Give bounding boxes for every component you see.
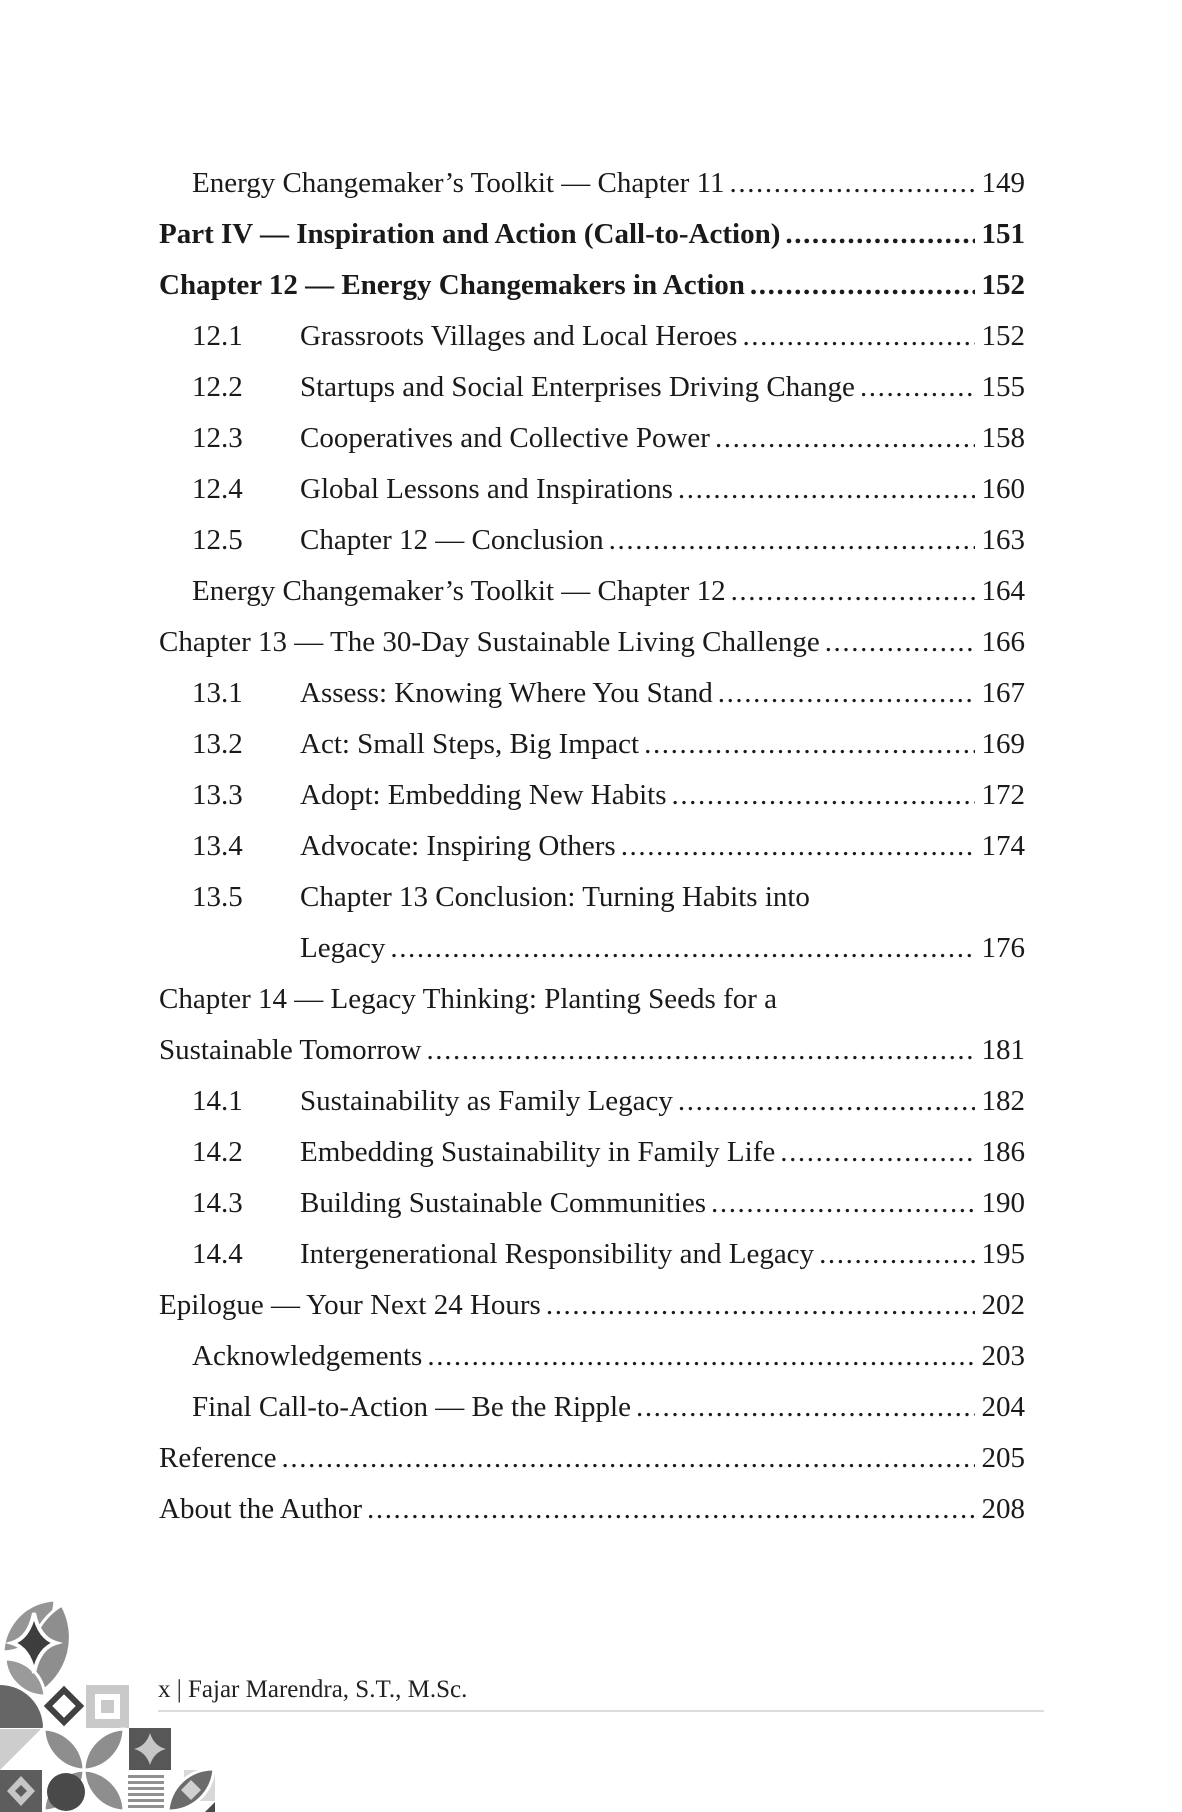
- toc-entry-body: [159, 668, 1025, 719]
- toc-entry-continuation-line: Chapter 14 — Legacy Thinking: Planting Seeds for a: [159, 983, 778, 1015]
- toc-entry-dot-leader: [750, 260, 975, 311]
- toc-entry-title: Legacy: [300, 932, 386, 964]
- toc-entry-lastline: [159, 1025, 1025, 1076]
- toc-entry-body: [159, 1280, 1025, 1331]
- toc-entry-lastline: [159, 617, 1025, 668]
- toc-entry-title: Chapter 12 — Energy Changemakers in Action: [159, 269, 745, 301]
- toc-entry-body: [159, 566, 1025, 617]
- toc-entry-title: Startups and Social Enterprises Driving Change: [300, 371, 855, 403]
- footer-text: x | Fajar Marendra, S.T., M.Sc.: [158, 1676, 468, 1703]
- toc-entry: [159, 821, 1025, 872]
- toc-entry-number: 13.2: [192, 728, 243, 760]
- toc-entry: [159, 974, 1025, 1076]
- toc-entry-page-number: 164: [981, 575, 1025, 607]
- toc-entry-lastline: [192, 566, 1025, 617]
- toc-entry-title: Sustainable Tomorrow: [159, 1034, 422, 1066]
- toc-entry-dot-leader: [780, 1127, 974, 1178]
- toc-entry-page-number: 155: [981, 371, 1025, 403]
- toc-entry-title: Building Sustainable Communities: [300, 1187, 706, 1219]
- toc-entry-title: Act: Small Steps, Big Impact: [300, 728, 640, 760]
- toc-entry: [159, 413, 1025, 464]
- toc-entry-body: [159, 1178, 1025, 1229]
- toc-entry-dot-leader: [367, 1484, 975, 1535]
- toc-entry: [159, 617, 1025, 668]
- toc-entry-page-number: 204: [981, 1391, 1025, 1423]
- toc-entry-page-number: 176: [981, 932, 1025, 964]
- toc-entry-page-number: 203: [981, 1340, 1025, 1372]
- ornament-petal-diamond-tile: [168, 1769, 215, 1812]
- toc-entry-body: [159, 974, 1025, 1076]
- ornament-diamond-tile: [0, 1770, 42, 1812]
- toc-entry-lastline: [300, 923, 1025, 974]
- toc-entry: [159, 260, 1025, 311]
- toc-entry-title: Chapter 13 — The 30-Day Sustainable Living Challenge: [159, 626, 820, 658]
- toc-entry-dot-leader: [819, 1229, 974, 1280]
- toc-entry-body: [159, 362, 1025, 413]
- toc-entry-body: [159, 260, 1025, 311]
- toc-entry-lastline: [300, 1229, 1025, 1280]
- toc-entry-title: Reference: [159, 1442, 277, 1474]
- toc-entry: [159, 209, 1025, 260]
- toc-entry: [159, 1178, 1025, 1229]
- toc-entry-lastline: [300, 1178, 1025, 1229]
- toc-entry: [159, 1127, 1025, 1178]
- toc-entry-page-number: 205: [981, 1442, 1025, 1474]
- toc-entry-lastline: [300, 1076, 1025, 1127]
- toc-entry-page-number: 169: [981, 728, 1025, 760]
- toc-entry: [159, 158, 1025, 209]
- toc-entry-number: 14.3: [192, 1187, 243, 1219]
- ornament-diamond-outline-tile: [48, 1690, 80, 1722]
- toc-entry: [159, 719, 1025, 770]
- toc-entry-title: Sustainability as Family Legacy: [300, 1085, 673, 1117]
- ornament-circle: [47, 1773, 85, 1811]
- toc-entry-title: Assess: Knowing Where You Stand: [300, 677, 713, 709]
- toc-entry-dot-leader: [718, 668, 975, 719]
- toc-entry-number: 13.4: [192, 830, 243, 862]
- toc-entry-number: 13.1: [192, 677, 243, 709]
- toc-entry-page-number: 195: [981, 1238, 1025, 1270]
- toc-entry-title: Final Call-to-Action — Be the Ripple: [192, 1391, 631, 1423]
- toc-entry: [159, 1229, 1025, 1280]
- toc-entry: [159, 1433, 1025, 1484]
- toc-entry-body: [159, 1433, 1025, 1484]
- footer-rule: [158, 1710, 1044, 1712]
- toc-entry-dot-leader: [731, 566, 975, 617]
- ornament-petal-cluster: [3, 1600, 70, 1696]
- toc-entry-body: [159, 1229, 1025, 1280]
- toc-entry-number: 12.5: [192, 524, 243, 556]
- toc-entry-page-number: 181: [981, 1034, 1025, 1066]
- toc-entry-body: [159, 158, 1025, 209]
- ornament-star-tile: [129, 1728, 171, 1770]
- toc-entry-page-number: 167: [981, 677, 1025, 709]
- toc-entry: [159, 1331, 1025, 1382]
- toc-entry-lastline: [300, 1127, 1025, 1178]
- toc-entry-lastline: [159, 260, 1025, 311]
- toc-entry-page-number: 172: [981, 779, 1025, 811]
- toc-entry-dot-leader: [621, 821, 975, 872]
- toc-entry-title: Intergenerational Responsibility and Legacy: [300, 1238, 815, 1270]
- toc-entry-page-number: 202: [981, 1289, 1025, 1321]
- toc-entry-lastline: [159, 1280, 1025, 1331]
- toc-entry-title: Grassroots Villages and Local Heroes: [300, 320, 738, 352]
- toc-entry-body: [159, 515, 1025, 566]
- toc-entry-dot-leader: [678, 464, 975, 515]
- toc-entry-title: Chapter 12 — Conclusion: [300, 524, 604, 556]
- toc-entry-body: [159, 1331, 1025, 1382]
- toc-entry-body: [159, 311, 1025, 362]
- corner-ornament-graphic: [0, 1597, 215, 1812]
- toc-entry-dot-leader: [426, 1025, 974, 1076]
- toc-entry: [159, 311, 1025, 362]
- toc-entry-page-number: 149: [981, 167, 1025, 199]
- toc-entry-title: Acknowledgements: [192, 1340, 423, 1372]
- toc-entry: [159, 566, 1025, 617]
- toc-entry-body: [159, 1127, 1025, 1178]
- toc-entry-dot-leader: [609, 515, 975, 566]
- toc-entry-page-number: 174: [981, 830, 1025, 862]
- table-of-contents: [159, 158, 1025, 1535]
- toc-entry-body: [159, 209, 1025, 260]
- toc-entry-dot-leader: [785, 209, 974, 260]
- toc-entry-dot-leader: [427, 1331, 974, 1382]
- toc-entry-lastline: [159, 209, 1025, 260]
- toc-entry-title: About the Author: [159, 1493, 362, 1525]
- toc-entry-page-number: 163: [981, 524, 1025, 556]
- toc-entry-lastline: [159, 1433, 1025, 1484]
- toc-entry-dot-leader: [282, 1433, 975, 1484]
- toc-entry-number: 14.4: [192, 1238, 243, 1270]
- toc-entry-page-number: 151: [981, 218, 1025, 250]
- toc-entry-dot-leader: [390, 923, 974, 974]
- toc-entry-body: [159, 1484, 1025, 1535]
- toc-entry-lastline: [300, 464, 1025, 515]
- toc-entry-page-number: 158: [981, 422, 1025, 454]
- ornament-triangle: [0, 1729, 41, 1770]
- toc-entry-number: 12.4: [192, 473, 243, 505]
- toc-entry-lastline: [192, 1331, 1025, 1382]
- toc-entry-body: [159, 872, 1025, 974]
- toc-entry-lastline: [192, 158, 1025, 209]
- toc-entry: [159, 668, 1025, 719]
- toc-entry-lastline: [300, 515, 1025, 566]
- toc-entry-page-number: 186: [981, 1136, 1025, 1168]
- toc-entry-lastline: [192, 1382, 1025, 1433]
- toc-entry-number: 12.1: [192, 320, 243, 352]
- toc-entry-dot-leader: [671, 770, 974, 821]
- toc-entry-lastline: [300, 719, 1025, 770]
- toc-entry: [159, 464, 1025, 515]
- ornament-square-tile: [86, 1685, 129, 1728]
- ornament-striped-tile: [127, 1773, 165, 1811]
- toc-entry-title: Part IV — Inspiration and Action (Call-to-Action): [159, 218, 781, 250]
- toc-entry-title: Epilogue — Your Next 24 Hours: [159, 1289, 541, 1321]
- toc-entry-body: [159, 770, 1025, 821]
- toc-entry-continuation-line: Chapter 13 Conclusion: Turning Habits into: [300, 881, 810, 913]
- toc-entry-dot-leader: [825, 617, 975, 668]
- toc-entry-number: 12.2: [192, 371, 243, 403]
- toc-entry: [159, 362, 1025, 413]
- toc-entry-number: 13.3: [192, 779, 243, 811]
- toc-entry-title: Cooperatives and Collective Power: [300, 422, 710, 454]
- toc-entry-title: Energy Changemaker’s Toolkit — Chapter 11: [192, 167, 725, 199]
- toc-entry-dot-leader: [636, 1382, 975, 1433]
- toc-entry-title: Adopt: Embedding New Habits: [300, 779, 667, 811]
- toc-entry-lastline: [300, 311, 1025, 362]
- toc-entry-lastline: [300, 821, 1025, 872]
- toc-entry-lastline: [300, 668, 1025, 719]
- toc-entry-page-number: 166: [981, 626, 1025, 658]
- toc-entry: [159, 1382, 1025, 1433]
- toc-entry-body: [159, 617, 1025, 668]
- toc-entry-dot-leader: [730, 158, 975, 209]
- toc-entry-title: Advocate: Inspiring Others: [300, 830, 616, 862]
- toc-entry-page-number: 208: [981, 1493, 1025, 1525]
- toc-entry-body: [159, 1382, 1025, 1433]
- toc-entry: [159, 872, 1025, 974]
- toc-entry-lastline: [300, 362, 1025, 413]
- toc-entry-lastline: [300, 413, 1025, 464]
- toc-entry-dot-leader: [644, 719, 974, 770]
- toc-entry-dot-leader: [678, 1076, 975, 1127]
- toc-entry-dot-leader: [711, 1178, 975, 1229]
- toc-entry-page-number: 182: [981, 1085, 1025, 1117]
- toc-entry-page-number: 190: [981, 1187, 1025, 1219]
- toc-entry-number: 12.3: [192, 422, 243, 454]
- toc-entry-page-number: 152: [981, 320, 1025, 352]
- toc-entry-dot-leader: [860, 362, 975, 413]
- toc-entry-dot-leader: [715, 413, 975, 464]
- toc-entry-title: Energy Changemaker’s Toolkit — Chapter 12: [192, 575, 726, 607]
- toc-entry-body: [159, 464, 1025, 515]
- toc-entry-body: [159, 1076, 1025, 1127]
- toc-entry: [159, 515, 1025, 566]
- toc-entry-body: [159, 821, 1025, 872]
- toc-entry-lastline: [300, 770, 1025, 821]
- toc-entry-body: [159, 413, 1025, 464]
- toc-entry-number: 13.5: [192, 881, 243, 913]
- toc-entry-page-number: 160: [981, 473, 1025, 505]
- toc-entry: [159, 1484, 1025, 1535]
- toc-entry-title: Embedding Sustainability in Family Life: [300, 1136, 776, 1168]
- toc-entry-number: 14.1: [192, 1085, 243, 1117]
- toc-entry-number: 14.2: [192, 1136, 243, 1168]
- toc-entry-lastline: [159, 1484, 1025, 1535]
- toc-entry-dot-leader: [742, 311, 974, 362]
- toc-entry-dot-leader: [546, 1280, 975, 1331]
- toc-entry: [159, 770, 1025, 821]
- toc-entry-body: [159, 719, 1025, 770]
- toc-entry-page-number: 152: [981, 269, 1025, 301]
- toc-entry: [159, 1280, 1025, 1331]
- toc-entry-title: Global Lessons and Inspirations: [300, 473, 673, 505]
- toc-entry: [159, 1076, 1025, 1127]
